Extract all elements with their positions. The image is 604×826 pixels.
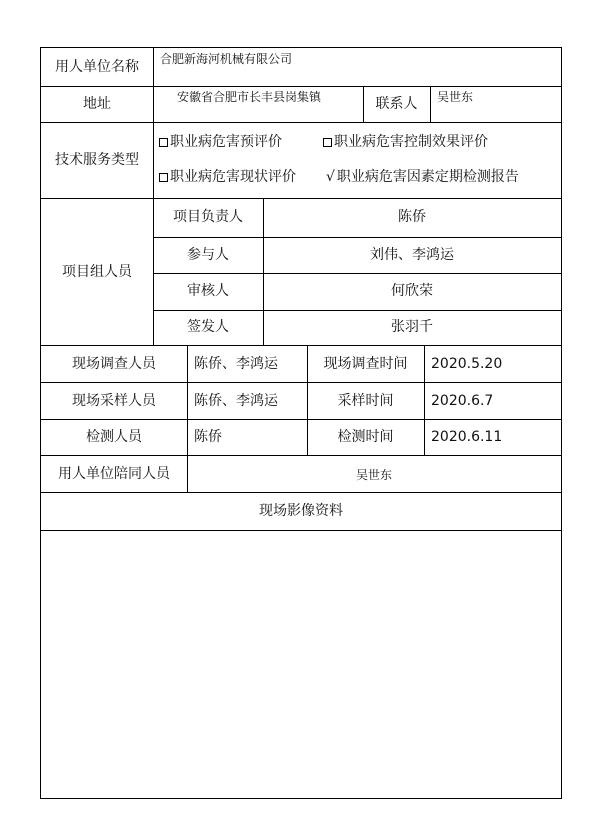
occupational-health-form bbox=[40, 47, 562, 799]
survey-label: 现场调查人员 bbox=[72, 356, 156, 372]
row-divider bbox=[41, 382, 561, 383]
team-role: 项目负责人 bbox=[173, 209, 243, 225]
row-divider bbox=[41, 419, 561, 420]
team-role: 签发人 bbox=[187, 319, 229, 335]
row-divider bbox=[153, 310, 561, 311]
sampling-label: 现场采样人员 bbox=[72, 393, 156, 409]
team-member: 何欣荣 bbox=[391, 283, 433, 299]
col-divider bbox=[153, 48, 154, 198]
team-member: 张羽千 bbox=[391, 319, 433, 335]
service-option: 职业病危害现状评价 bbox=[159, 168, 296, 186]
sampling-time: 2020.6.7 bbox=[431, 393, 494, 409]
service-option: 职业病危害预评价 bbox=[159, 133, 282, 151]
checkbox-empty-icon bbox=[159, 173, 168, 182]
col-divider bbox=[430, 86, 431, 122]
service-option-checked: √ 职业病危害因素定期检测报告 bbox=[326, 169, 519, 185]
row-divider bbox=[41, 122, 561, 123]
service-type-label: 技术服务类型 bbox=[55, 152, 139, 168]
row-divider bbox=[153, 237, 561, 238]
survey-time-label: 现场调查时间 bbox=[323, 356, 408, 372]
employer-label: 用人单位名称 bbox=[55, 59, 139, 75]
checkmark-icon: √ bbox=[326, 169, 335, 185]
sampling-time-label: 采样时间 bbox=[337, 393, 394, 409]
testing-time: 2020.6.11 bbox=[431, 429, 503, 445]
col-divider bbox=[424, 345, 425, 455]
team-member: 刘伟、李鸿运 bbox=[370, 247, 454, 263]
row-divider bbox=[41, 86, 561, 87]
row-divider bbox=[41, 492, 561, 493]
site-images-title: 现场影像资料 bbox=[259, 503, 343, 519]
testing-people: 陈侨 bbox=[194, 429, 222, 445]
survey-people: 陈侨、李鸿运 bbox=[194, 356, 278, 372]
employer-value: 合肥新海河机械有限公司 bbox=[160, 52, 293, 66]
address-label: 地址 bbox=[83, 96, 111, 112]
row-divider bbox=[41, 455, 561, 456]
contact-label: 联系人 bbox=[375, 96, 418, 112]
team-member: 陈侨 bbox=[398, 209, 426, 225]
team-role: 参与人 bbox=[187, 247, 229, 263]
row-divider bbox=[153, 273, 561, 274]
row-divider bbox=[41, 198, 561, 199]
address-value: 安徽省合肥市长丰县岗集镇 bbox=[177, 90, 322, 104]
survey-time: 2020.5.20 bbox=[431, 356, 503, 372]
site-images-area bbox=[41, 531, 561, 798]
testing-label: 检测人员 bbox=[86, 429, 142, 445]
row-divider bbox=[41, 345, 561, 346]
sampling-people: 陈侨、李鸿运 bbox=[194, 393, 278, 409]
checkbox-empty-icon bbox=[323, 138, 332, 147]
team-role: 审核人 bbox=[187, 283, 229, 299]
contact-value: 吴世东 bbox=[437, 90, 474, 104]
team-label: 项目组人员 bbox=[62, 264, 132, 280]
testing-time-label: 检测时间 bbox=[337, 429, 394, 445]
service-option: 职业病危害控制效果评价 bbox=[323, 133, 488, 151]
escort-label: 用人单位陪同人员 bbox=[58, 466, 170, 482]
escort-value: 吴世东 bbox=[355, 468, 392, 482]
checkbox-empty-icon bbox=[159, 138, 168, 147]
